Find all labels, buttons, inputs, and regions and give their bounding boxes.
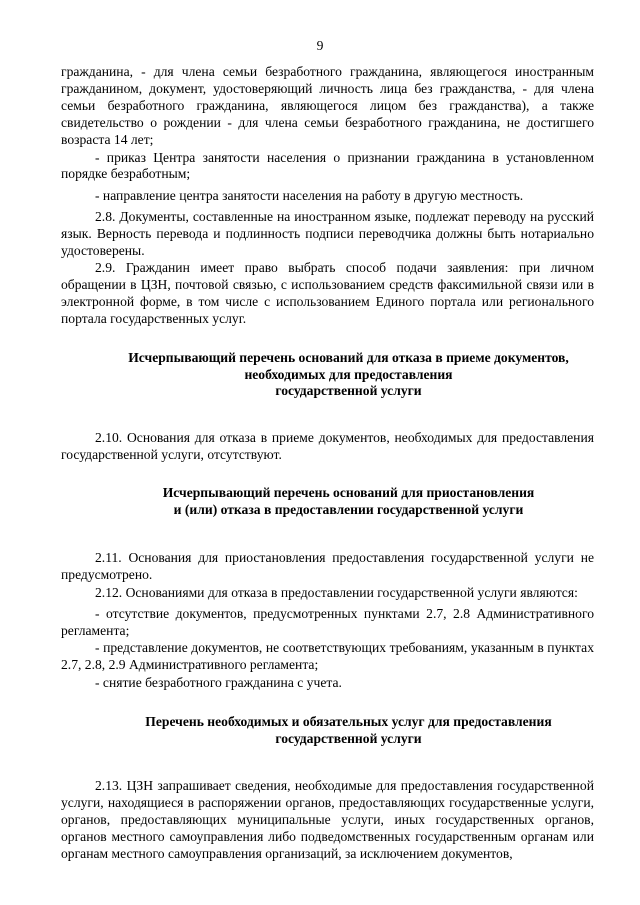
section-heading-suspension bbox=[89, 485, 608, 519]
list-item-noncompliant: - представление документов, не соответствующих требованиям, указанным в пунктах 2.7, 2.8, 2.9 Административного регламента; bbox=[61, 640, 594, 673]
section-heading-required-services bbox=[89, 714, 608, 748]
heading-line: государственной услуги bbox=[275, 731, 422, 747]
paragraph-2-13: 2.13. ЦЗН запрашивает сведения, необходимые для предоставления государственной услуги, находящиеся в распоряжении органов, предоставляющих государственные услуги, органов, предоставляющих муниципальные услуги, иных государственных органов, органов местного самоуправления либо подведомственных государственным органам или органам местного самоуправления организаций, за исключением документов, bbox=[61, 778, 594, 861]
document-body bbox=[61, 64, 594, 863]
heading-line: Перечень необходимых и обязательных услуг для предоставления bbox=[145, 714, 552, 730]
heading-line: необходимых для предоставления bbox=[244, 366, 453, 382]
heading-line: государственной услуги bbox=[275, 383, 422, 399]
paragraph-2-12: 2.12. Основаниями для отказа в предоставлении государственной услуги являются: bbox=[95, 584, 578, 600]
heading-line: Исчерпывающий перечень оснований для приостановления bbox=[162, 485, 535, 501]
paragraph-2-10: 2.10. Основания для отказа в приеме документов, необходимых для предоставления государственной услуги, отсутствуют. bbox=[61, 430, 594, 463]
paragraph-2-8: 2.8. Документы, составленные на иностранном языке, подлежат переводу на русский язык. Верность перевода и подлинность подписи переводчика должны быть нотариально удостоверены. bbox=[61, 209, 594, 259]
list-item-absence: - отсутствие документов, предусмотренных пунктами 2.7, 2.8 Административного регламента; bbox=[61, 605, 594, 638]
list-item-prikaz: - приказ Центра занятости населения о признании гражданина в установленном порядке безработным; bbox=[61, 149, 594, 182]
paragraph-2-11: 2.11. Основания для приостановления предоставления государственной услуги не предусмотрено. bbox=[61, 549, 594, 582]
list-item-deregistration: - снятие безработного гражданина с учета. bbox=[95, 675, 342, 691]
heading-line: и (или) отказа в предоставлении государственной услуги bbox=[173, 502, 524, 518]
paragraph-continuation: гражданина, - для члена семьи безработного гражданина, являющегося иностранным гражданином, документ, удостоверяющий личность лица без гражданства, - для члена семьи безработного гражданина, являющегося лицом без гражданства), а также свидетельство о рождении - для члена семьи безработного гражданина, не достигшего возраста 14 лет; bbox=[61, 64, 594, 147]
page-number: 9 bbox=[316, 38, 324, 53]
paragraph-2-9: 2.9. Гражданин имеет право выбрать способ подачи заявления: при личном обращении в ЦЗН, почтовой связью, с использованием средств факсимильной связи или в электронной форме, в том числе с использованием Единого портала или регионального портала государственных услуг. bbox=[61, 259, 594, 326]
list-item-napravlenie: - направление центра занятости населения на работу в другую местность. bbox=[95, 188, 524, 204]
heading-line: Исчерпывающий перечень оснований для отказа в приеме документов, bbox=[128, 349, 569, 365]
section-heading-refusal-documents bbox=[89, 350, 608, 401]
